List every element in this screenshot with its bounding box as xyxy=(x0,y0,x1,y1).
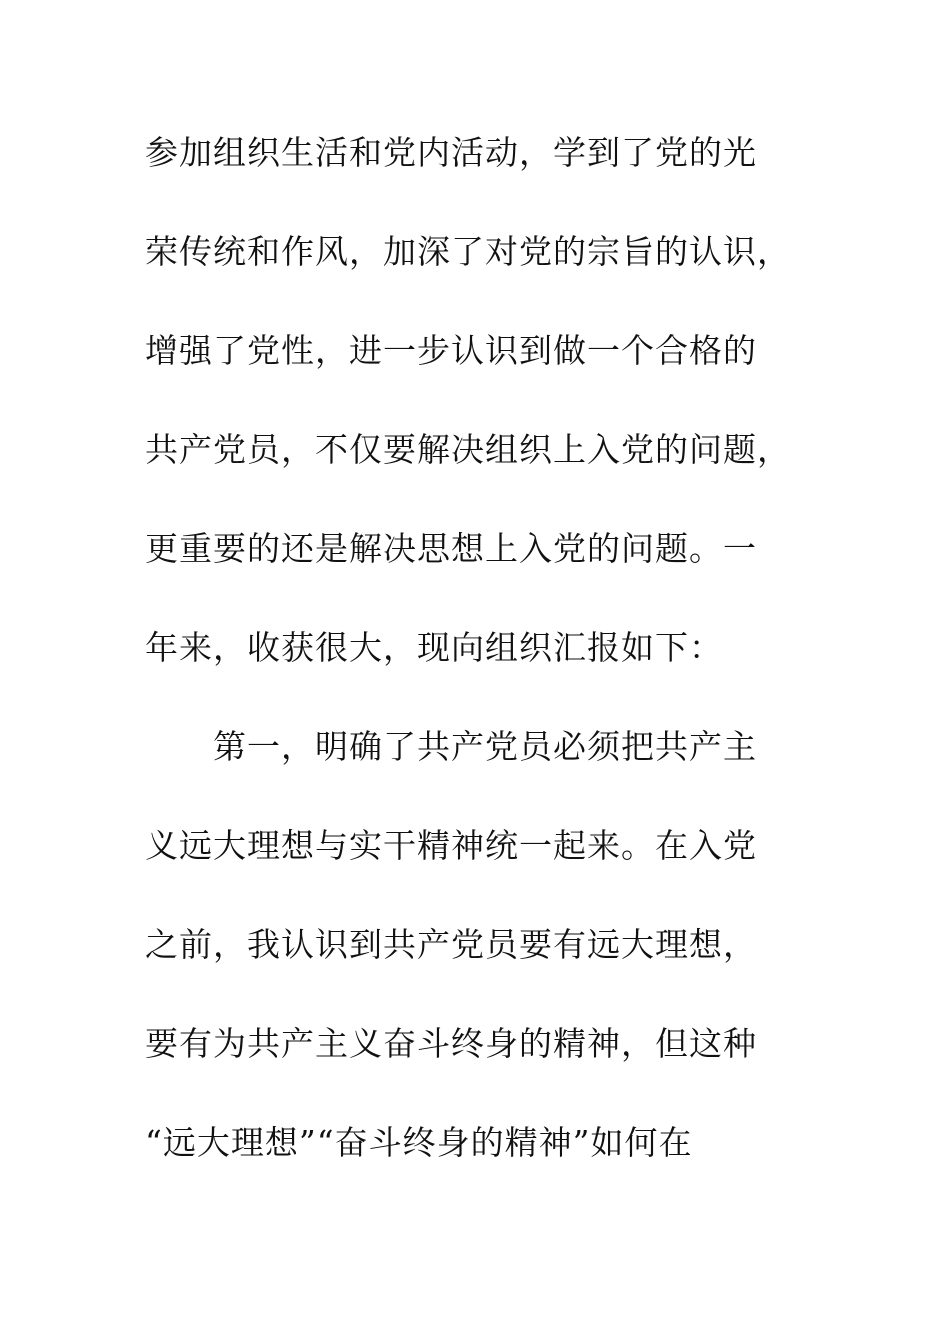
paragraph-start-line-7: 第一，明确了共产党员必须把共产主 xyxy=(213,727,757,766)
text-line-5: 更重要的还是解决思想上入党的问题。一 xyxy=(145,529,757,568)
document-body xyxy=(145,122,805,1211)
text-line-8: 义远大理想与实干精神统一起来。在入党 xyxy=(145,826,757,865)
text-line-6: 年来，收获很大，现向组织汇报如下： xyxy=(145,628,723,667)
text-line-9: 之前，我认识到共产党员要有远大理想， xyxy=(145,925,757,964)
text-line-1: 参加组织生活和党内活动，学到了党的光 xyxy=(145,133,757,172)
text-line-4: 共产党员，不仅要解决组织上入党的问题， xyxy=(145,430,791,469)
text-line-10: 要有为共产主义奋斗终身的精神，但这种 xyxy=(145,1024,757,1063)
text-line-2: 荣传统和作风，加深了对党的宗旨的认识， xyxy=(145,232,791,271)
text-line-3: 增强了党性，进一步认识到做一个合格的 xyxy=(145,331,757,370)
text-line-11: “远大理想”“奋斗终身的精神”如何在 xyxy=(145,1123,693,1162)
